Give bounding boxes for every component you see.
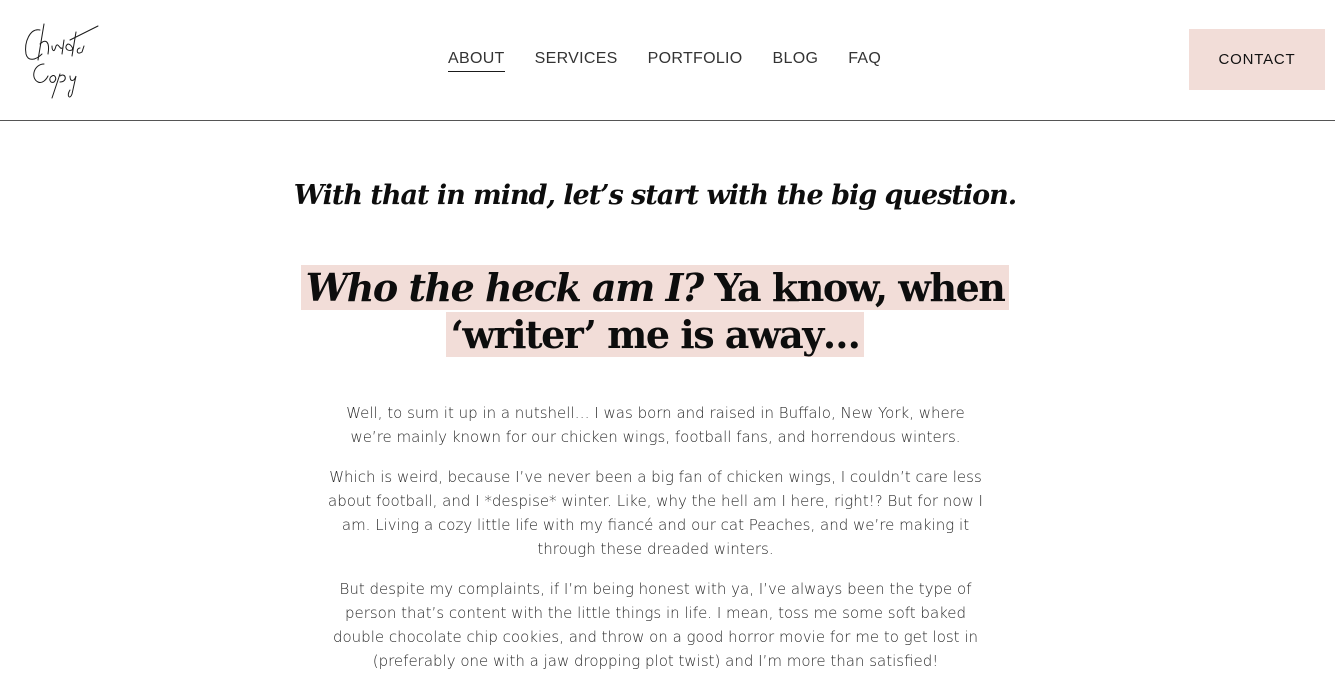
site-header [0,0,1335,121]
intro-question: With that in mind, let’s start with the big question. [293,180,1017,211]
main-nav [448,49,881,72]
nav-item-about[interactable]: ABOUT [448,49,505,72]
headline-italic: Who the heck am I? [305,265,703,310]
nav-item-blog[interactable]: BLOG [772,50,819,67]
nav-item-portfolio[interactable]: PORTFOLIO [647,50,743,67]
body-paragraph: But despite my complaints, if I’m being honest with ya, I’ve always been the type of person that’s content with the little things in life. I mean, toss me some soft baked double chocolate chip cookies, and throw on a good horror movie for me to get lost in (preferably one with a jaw dropping plot twist) and I’m more than satisfied! [332,580,979,670]
headline-rest: Ya know, when ‘writer’ me is away… [450,265,1005,357]
headline-highlight [301,265,1010,357]
contact-button[interactable]: CONTACT [1189,29,1325,90]
nav-item-faq[interactable]: FAQ [848,50,882,67]
about-body [328,401,983,685]
nav-item-services[interactable]: SERVICES [534,50,618,67]
body-paragraph: Which is weird, because I’ve never been a big fan of chicken wings, I couldn’t care less about football, and I *despise* winter. Like, why the hell am I here, right!? But for now I am. Living a cozy little life with my fiancé and our cat Peaches, and we’re making it through these dreaded winters. [328,468,983,558]
headline [300,264,1010,358]
body-paragraph: Well, to sum it up in a nutshell… I was born and raised in Buffalo, New York, where we’re mainly known for our chicken wings, football fans, and horrendous winters. [346,404,965,446]
brand-logo[interactable] [22,20,102,100]
signature-logo-icon [22,20,102,100]
